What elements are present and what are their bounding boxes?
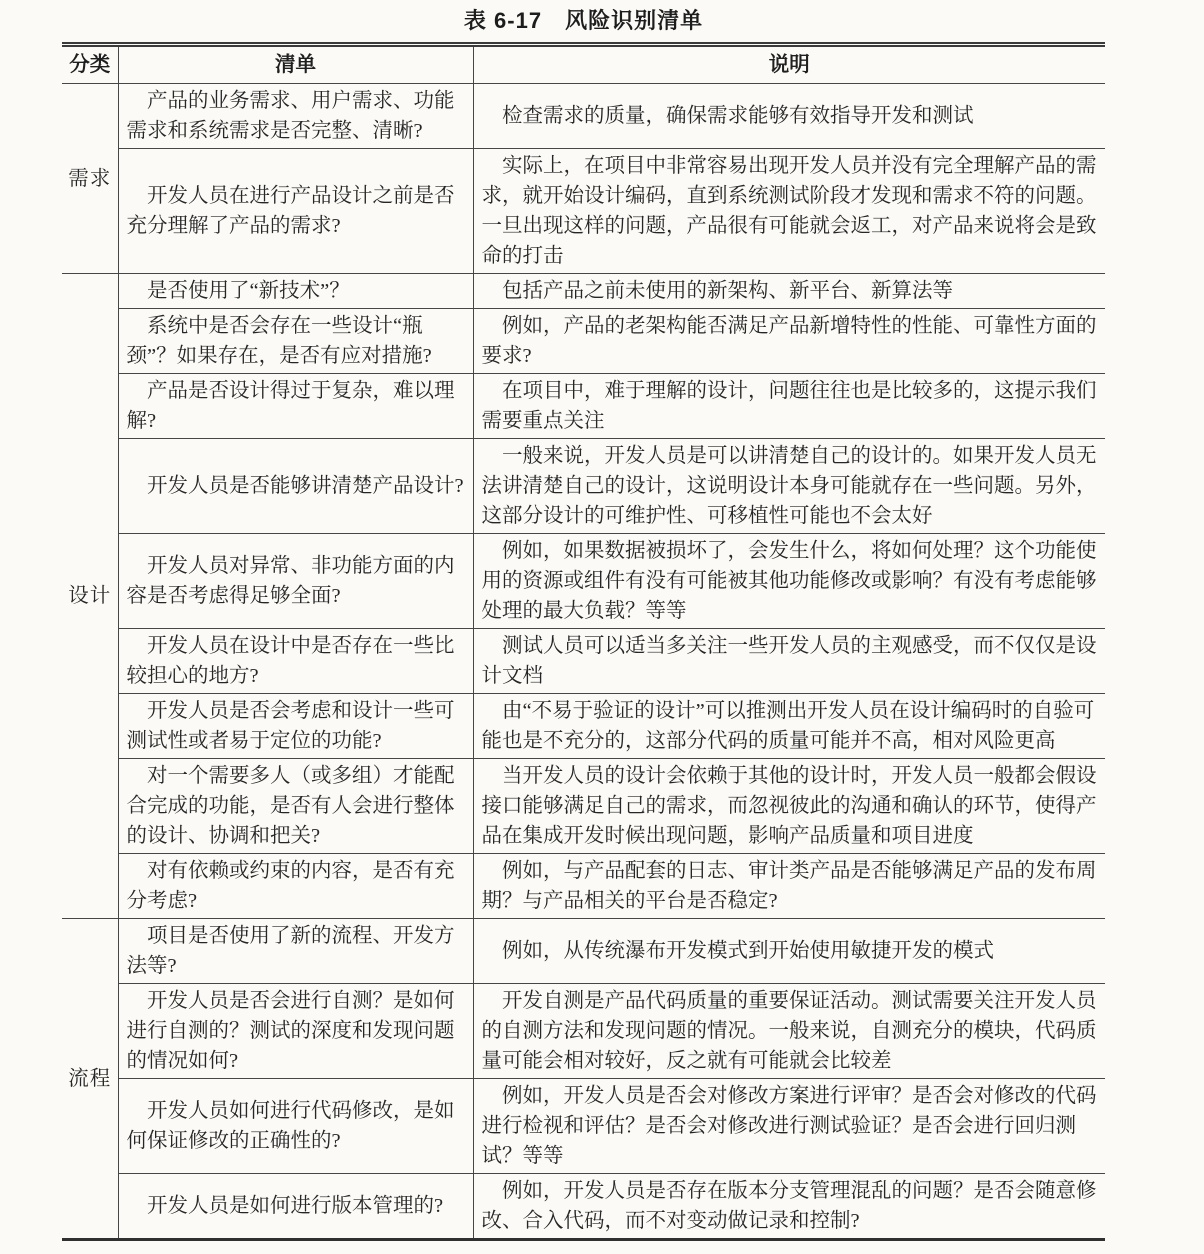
table-row xyxy=(62,534,1105,629)
checklist-cell: 系统中是否会存在一些设计“瓶颈”？如果存在，是否有应对措施? xyxy=(118,309,473,374)
table-row xyxy=(62,629,1105,694)
table-row xyxy=(62,274,1105,309)
table-row xyxy=(62,374,1105,439)
table-row xyxy=(62,1079,1105,1174)
checklist-cell: 项目是否使用了新的流程、开发方法等? xyxy=(118,919,473,984)
description-cell: 例如，产品的老架构能否满足产品新增特性的性能、可靠性方面的要求? xyxy=(473,309,1105,374)
header-checklist: 清单 xyxy=(118,45,473,84)
table-row xyxy=(62,309,1105,374)
checklist-cell: 对一个需要多人（或多组）才能配合完成的功能，是否有人会进行整体的设计、协调和把关? xyxy=(118,759,473,854)
description-cell: 当开发人员的设计会依赖于其他的设计时，开发人员一般都会假设接口能够满足自己的需求，而忽视彼此的沟通和确认的环节，使得产品在集成开发时候出现问题，影响产品质量和项目进度 xyxy=(473,759,1105,854)
description-cell: 实际上，在项目中非常容易出现开发人员并没有完全理解产品的需求，就开始设计编码，直到系统测试阶段才发现和需求不符的问题。一旦出现这样的问题，产品很有可能就会返工，对产品来说将会是致命的打击 xyxy=(473,149,1105,274)
category-group xyxy=(62,274,1105,919)
description-cell: 包括产品之前未使用的新架构、新平台、新算法等 xyxy=(473,274,1105,309)
checklist-cell: 开发人员是如何进行版本管理的? xyxy=(118,1174,473,1240)
checklist-cell: 开发人员是否会进行自测？是如何进行自测的？测试的深度和发现问题的情况如何? xyxy=(118,984,473,1079)
table-row xyxy=(62,439,1105,534)
table-row xyxy=(62,694,1105,759)
description-cell: 一般来说，开发人员是可以讲清楚自己的设计的。如果开发人员无法讲清楚自己的设计，这说明设计本身可能就存在一些问题。另外，这部分设计的可维护性、可移植性可能也不会太好 xyxy=(473,439,1105,534)
table-header xyxy=(62,45,1105,84)
description-cell: 测试人员可以适当多关注一些开发人员的主观感受，而不仅仅是设计文档 xyxy=(473,629,1105,694)
table-title: 表 6-17 风险识别清单 xyxy=(463,8,704,33)
checklist-cell: 对有依赖或约束的内容，是否有充分考虑? xyxy=(118,854,473,919)
header-description: 说明 xyxy=(473,45,1105,84)
description-cell: 例如，如果数据被损坏了，会发生什么，将如何处理？这个功能使用的资源或组件有没有可能被其他功能修改或影响？有没有考虑能够处理的最大负载？等等 xyxy=(473,534,1105,629)
category-cell: 设计 xyxy=(62,274,118,919)
checklist-cell: 开发人员是否会考虑和设计一些可测试性或者易于定位的功能? xyxy=(118,694,473,759)
table-row xyxy=(62,84,1105,149)
table-row xyxy=(62,759,1105,854)
checklist-cell: 开发人员对异常、非功能方面的内容是否考虑得足够全面? xyxy=(118,534,473,629)
table-row xyxy=(62,1174,1105,1240)
category-cell: 流程 xyxy=(62,919,118,1240)
table-row xyxy=(62,984,1105,1079)
checklist-cell: 产品的业务需求、用户需求、功能需求和系统需求是否完整、清晰? xyxy=(118,84,473,149)
checklist-cell: 开发人员在设计中是否存在一些比较担心的地方? xyxy=(118,629,473,694)
description-cell: 例如，开发人员是否会对修改方案进行评审？是否会对修改的代码进行检视和评估？是否会对修改进行测试验证？是否会进行回归测试？等等 xyxy=(473,1079,1105,1174)
description-cell: 例如，从传统瀑布开发模式到开始使用敏捷开发的模式 xyxy=(473,919,1105,984)
checklist-cell: 开发人员如何进行代码修改，是如何保证修改的正确性的? xyxy=(118,1079,473,1174)
category-group xyxy=(62,84,1105,274)
risk-identification-table xyxy=(62,42,1105,1241)
table-row xyxy=(62,854,1105,919)
table-row xyxy=(62,919,1105,984)
description-cell: 在项目中，难于理解的设计，问题往往也是比较多的，这提示我们需要重点关注 xyxy=(473,374,1105,439)
checklist-cell: 开发人员是否能够讲清楚产品设计? xyxy=(118,439,473,534)
checklist-cell: 是否使用了“新技术”？ xyxy=(118,274,473,309)
description-cell: 检查需求的质量，确保需求能够有效指导开发和测试 xyxy=(473,84,1105,149)
category-group xyxy=(62,919,1105,1240)
header-category: 分类 xyxy=(62,45,118,84)
description-cell: 由“不易于验证的设计”可以推测出开发人员在设计编码时的自验可能也是不充分的，这部分代码的质量可能并不高，相对风险更高 xyxy=(473,694,1105,759)
table-row xyxy=(62,149,1105,274)
description-cell: 开发自测是产品代码质量的重要保证活动。测试需要关注开发人员的自测方法和发现问题的情况。一般来说，自测充分的模块，代码质量可能会相对较好，反之就有可能就会比较差 xyxy=(473,984,1105,1079)
description-cell: 例如，开发人员是否存在版本分支管理混乱的问题？是否会随意修改、合入代码，而不对变动做记录和控制? xyxy=(473,1174,1105,1240)
checklist-cell: 产品是否设计得过于复杂，难以理解? xyxy=(118,374,473,439)
checklist-cell: 开发人员在进行产品设计之前是否充分理解了产品的需求? xyxy=(118,149,473,274)
header-row xyxy=(62,45,1105,84)
description-cell: 例如，与产品配套的日志、审计类产品是否能够满足产品的发布周期？与产品相关的平台是否稳定? xyxy=(473,854,1105,919)
category-cell: 需求 xyxy=(62,84,118,274)
